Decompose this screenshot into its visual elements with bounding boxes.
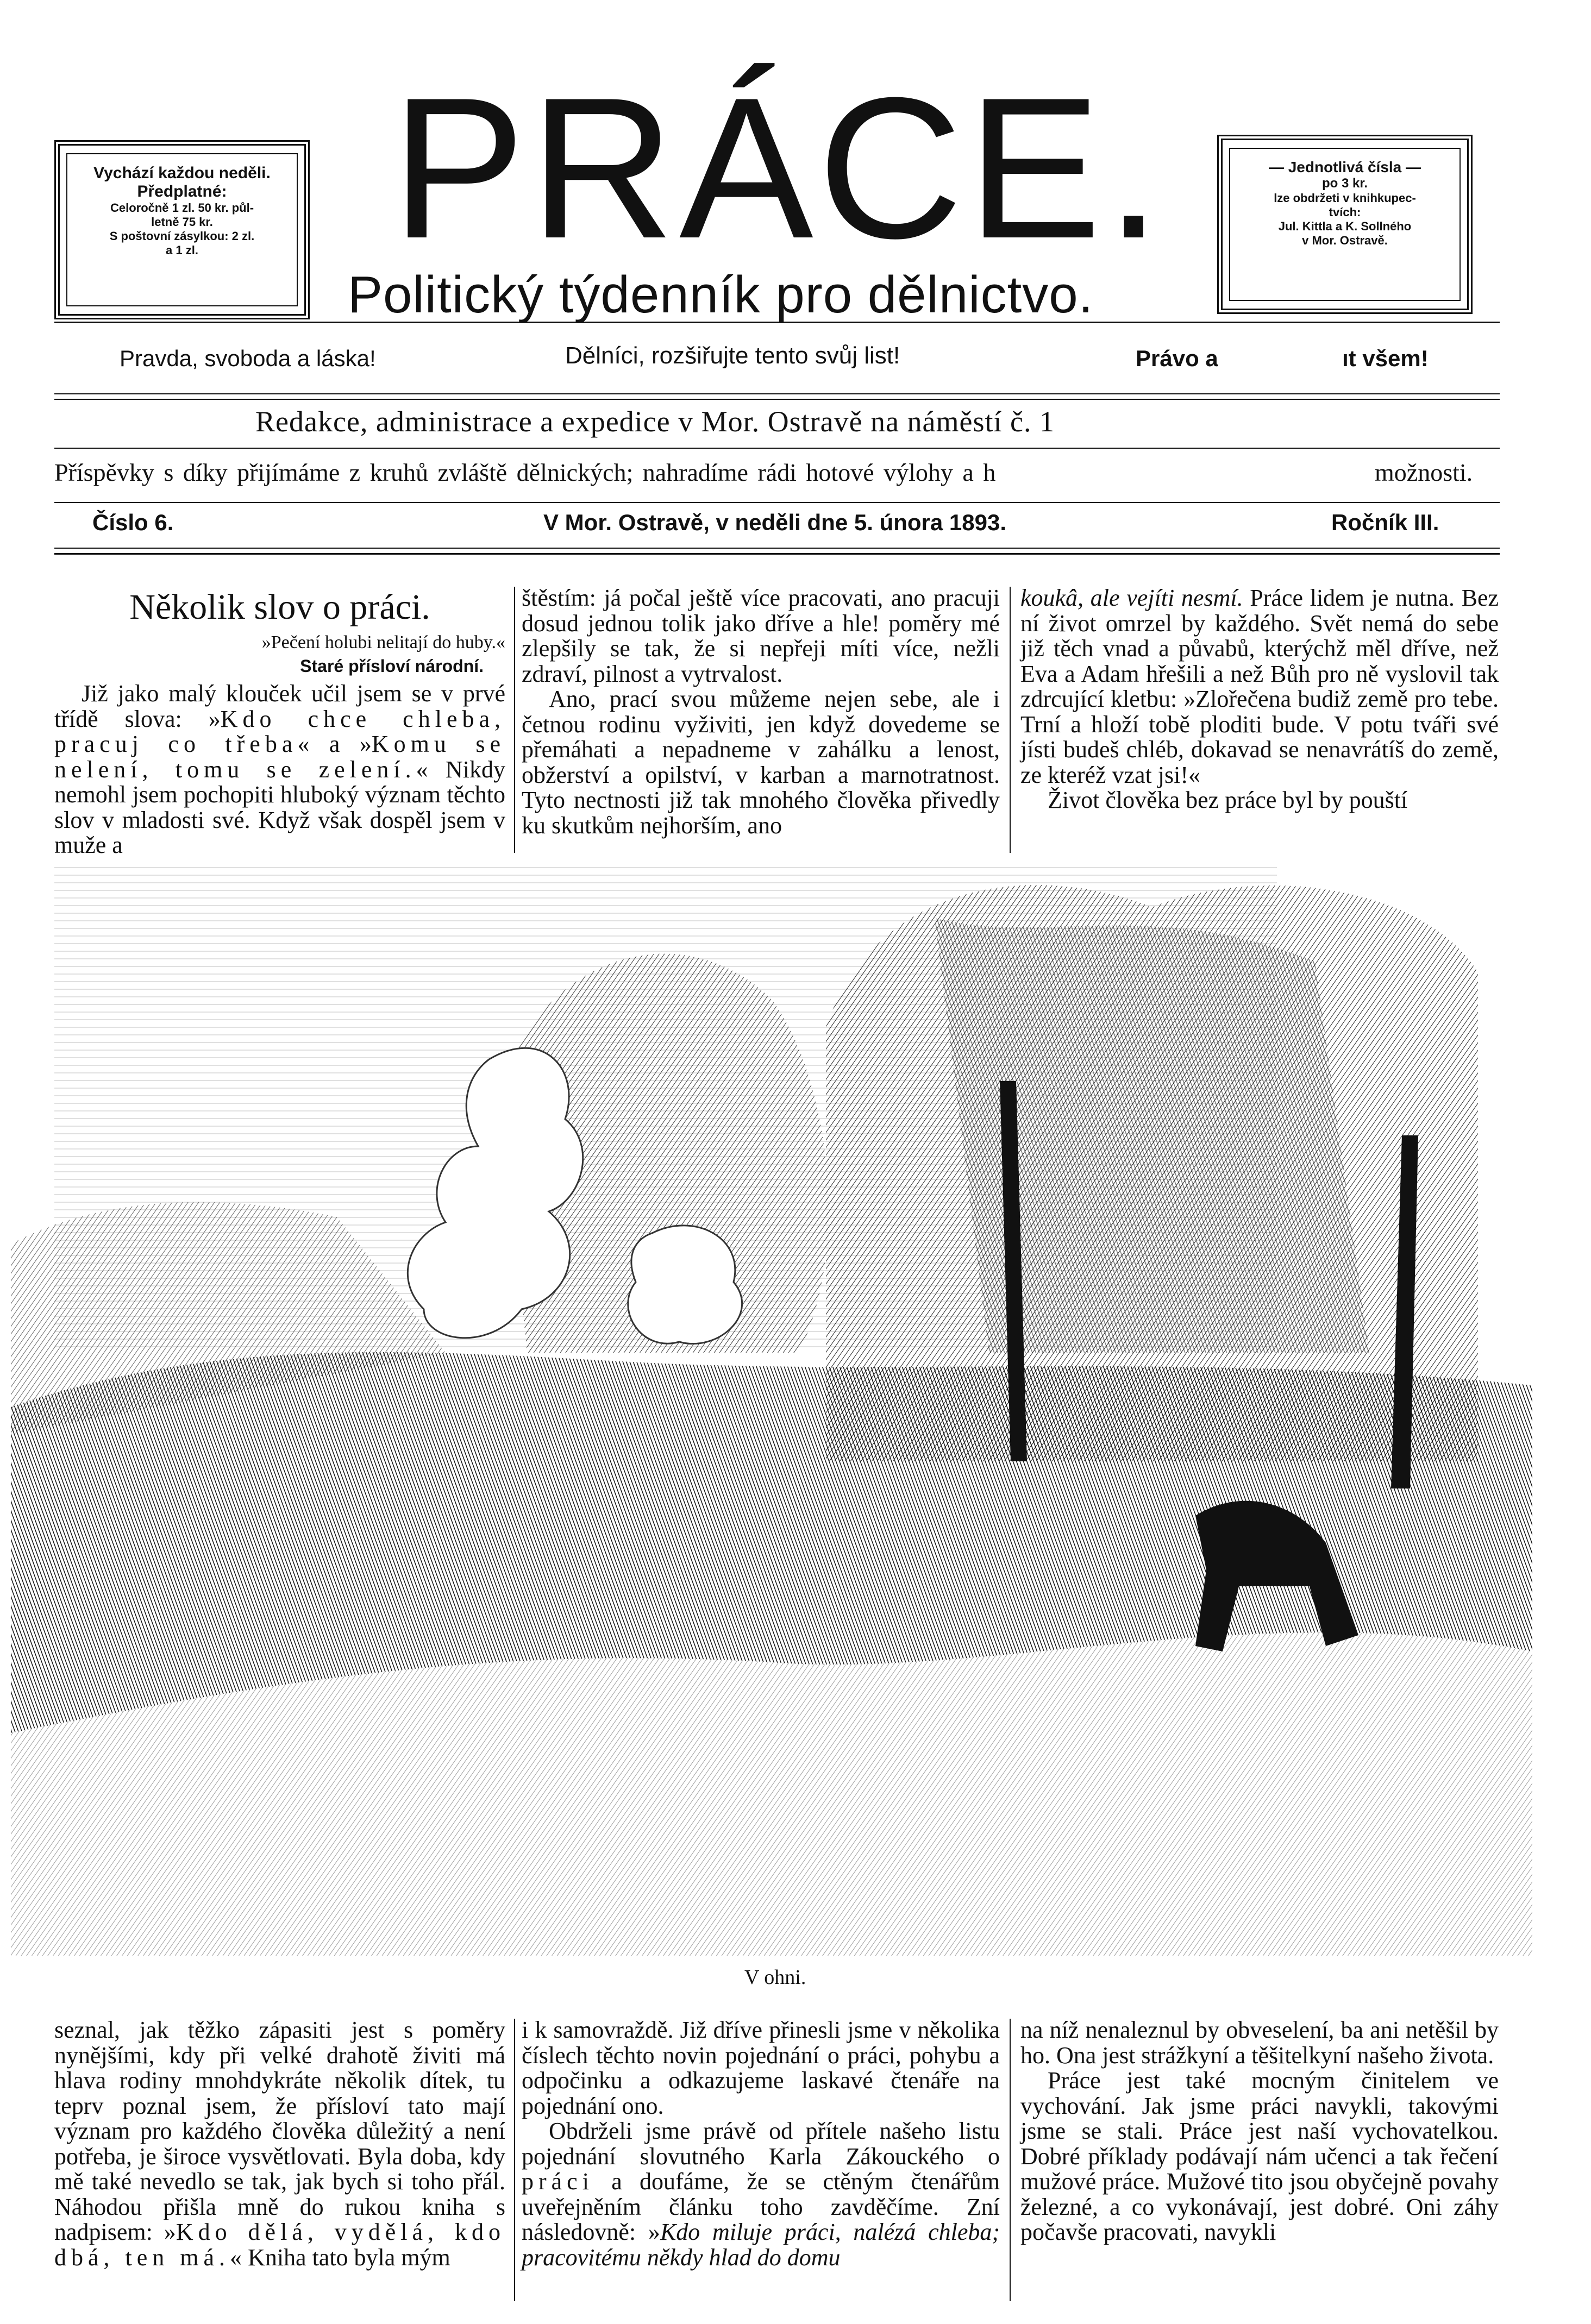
- column-divider: [1010, 587, 1011, 853]
- article-epigraph: »Pečení holubi nelitají do huby.«: [261, 632, 505, 652]
- contributions-note-tail: možnosti.: [1375, 458, 1473, 486]
- column-divider: [1010, 2019, 1011, 2301]
- editorial-address: Redakce, administrace a expedice v Mor. Ostravě na náměstí č. 1: [255, 405, 1055, 438]
- spaced-word: práci: [522, 2168, 594, 2195]
- single-copies-box: [1217, 135, 1473, 314]
- issue-volume: Ročník III.: [1331, 510, 1439, 535]
- header-rule: [54, 502, 1500, 503]
- paragraph: [1020, 586, 1499, 788]
- text-run: « Kniha tato byla mým: [230, 2244, 450, 2271]
- single-copies-line: v Mor. Ostravě.: [1302, 234, 1388, 247]
- article-title: Několik slov o práci.: [129, 587, 430, 627]
- text-run: seznal, jak těžko zápasiti jest s poměry nynějšími, kdy při velké drahotě živiti má hlava rodiny mnohdykráte několik dítek, tu teprv poznal jsem, že přísloví tato mají význam pro každého člověka důležitý a není potřeba, je široce vysvětlovati. Byla doba, kdy mě také nevedlo se tak, jak bych si toho přál. Náhodou přišla mně do rukou kniha s nadpisem: »: [54, 2017, 505, 2245]
- header-rule: [54, 553, 1500, 555]
- subscription-line: a 1 zl.: [166, 243, 198, 257]
- paragraph: [522, 2119, 1000, 2270]
- article-column-2-top: [522, 586, 1000, 838]
- single-copies-line: po 3 kr.: [1321, 176, 1368, 191]
- subscription-line: Předplatné:: [137, 183, 227, 200]
- subscription-line: letně 75 kr.: [151, 215, 213, 229]
- single-copies-line: Jul. Kittla a K. Sollného: [1278, 219, 1412, 233]
- subscription-line: S poštovní zásylkou: 2 zl.: [109, 229, 255, 243]
- article-column-1-top: [54, 586, 505, 858]
- subscription-line: Celoročně 1 zl. 50 kr. půl-: [110, 201, 254, 215]
- paragraph: štěstím: já počal ještě více pracovati, ano pracuji dosud jednou tolik jako dříve a hle! poměry mé zlepšily se tak, že si nepřeji míti více, nežli zdraví, pilnost a vytrvalost.: [522, 585, 1000, 687]
- issue-number: Číslo 6.: [92, 510, 174, 535]
- paragraph: Práce jest také mocným činitelem ve vychování. Jak jsme práci navykli, takovými jsme se stali. Práce jest naší vychovatelkou. Dobré příklady podávají nám učenci a tak řečení mužové práce. Mužové tito jsou obyčejně povahy železné, a co vykonávají, jest dobré. Oni záhy počavše pracovati, navykli: [1020, 2067, 1499, 2245]
- issue-date: V Mor. Ostravě, v neděli dne 5. února 1893.: [543, 510, 1006, 535]
- text-run: a doufáme, že se ctěným čtenářům uveřejněním článku toho zavděčíme. Zní následovně: »: [522, 2168, 1000, 2245]
- article-column-1-bottom: [54, 2018, 505, 2270]
- text-run: Již jako malý klouček učil jsem se v prvé třídě slova: »: [54, 680, 505, 732]
- header-rule: [54, 399, 1500, 400]
- italic-run: koukâ, ale vejíti nesmí.: [1020, 585, 1243, 611]
- text-run: « a »: [297, 731, 372, 757]
- article-epigraph-source: Staré přísloví národní.: [300, 656, 484, 676]
- subscription-line: Vychází každou neděli.: [93, 164, 271, 182]
- paragraph: Ano, prací svou můžeme nejen sebe, ale i četnou rodinu vyživiti, jen když dovedeme se přemáhati a nepadneme v zahálku a lenost, obžerství a opilství, v karban a marnotratnost. Tyto nectnosti již tak mnohého člověka přivedly ku skutkům nejhorším, ano: [522, 686, 1000, 839]
- illustration-caption: V ohni.: [744, 1966, 806, 1989]
- contributions-note: Příspěvky s díky přijímáme z kruhů zvláště dělnických; nahradíme rádi hotové výlohy a h: [54, 458, 996, 486]
- single-copies-line: lze obdržeti v knihkupec-: [1274, 191, 1416, 205]
- motto-center: Dělníci, rozšiřujte tento svůj list!: [565, 342, 900, 369]
- paragraph: Život člověka bez práce byl by pouští: [1048, 787, 1408, 813]
- article-column-3-top: [1020, 586, 1499, 813]
- subscription-box: [54, 140, 310, 319]
- paragraph: na níž nenaleznul by obveselení, ba ani netěšil by ho. Ona jest strážkyní a těšitelkyní našeho života.: [1020, 2017, 1499, 2069]
- italic-run: Kdo miluje práci, nalézá chleba; pracovitému někdy hlad do domu: [522, 2219, 1000, 2271]
- motto-left: Pravda, svoboda a láska!: [120, 346, 376, 371]
- single-copies-line: — Jednotlivá čísla —: [1268, 159, 1421, 175]
- motto-right: Právo a: [1136, 346, 1218, 371]
- header-rule: [54, 448, 1500, 449]
- spaced-quote: Komu se nelení, tomu se zelení.: [54, 731, 506, 783]
- paragraph: [54, 681, 505, 858]
- column-divider: [514, 2019, 515, 2301]
- masthead-rule: [54, 322, 1500, 323]
- text-run: Obdrželi jsme právě od přítele našeho listu pojednání slovutného Karla Zákouckého o: [522, 2118, 1000, 2170]
- text-run: Práce lidem je nutna. Bez ní život omrzel by každého. Svět nemá do sebe již těch vnad a půvabů, kterýchž měl dříve, než Eva a Adam hřešili a než Bůh pro ně vyslovil tak zdrcující kletbu: »Zlořečena budiž země pro tebe. Trní a hloží tobě ploditi bude. V potu tváři své jísti budeš chléb, dokavad se nenavrátíš do země, ze kteréž vzat jsi!«: [1020, 585, 1499, 788]
- article-column-2-bottom: [522, 2018, 1000, 2270]
- masthead-subtitle: Politický týdenník pro dělnictvo.: [348, 266, 1094, 324]
- text-run: « Nikdy nemohl jsem pochopiti hluboký význam těchto slov v mladosti své. Když však dospěl jsem v muže a: [54, 756, 505, 858]
- paragraph: i k samovraždě. Již dříve přinesli jsme v několika číslech těchto novin pojednání o práci, pohybu a odpočinku a odkazujeme laskavé čtenáře na pojednání ono.: [522, 2017, 1000, 2119]
- battle-illustration: [11, 864, 1532, 1956]
- article-column-3-bottom: [1020, 2018, 1499, 2245]
- column-divider: [514, 587, 515, 853]
- header-rule: [54, 393, 1500, 394]
- paragraph: [54, 2018, 505, 2270]
- masthead-title: PRÁCE.: [391, 56, 1166, 280]
- battle-engraving: [11, 864, 1532, 1956]
- single-copies-line: tvích:: [1329, 205, 1361, 219]
- spaced-quote: Kdo dělá, vydělá, kdo dbá, ten má.: [54, 2219, 506, 2271]
- header-rule: [54, 548, 1500, 549]
- spaced-quote: Kdo chce chleba, pracuj co třeba: [54, 705, 505, 757]
- motto-right-tail: ıt všem!: [1342, 346, 1429, 371]
